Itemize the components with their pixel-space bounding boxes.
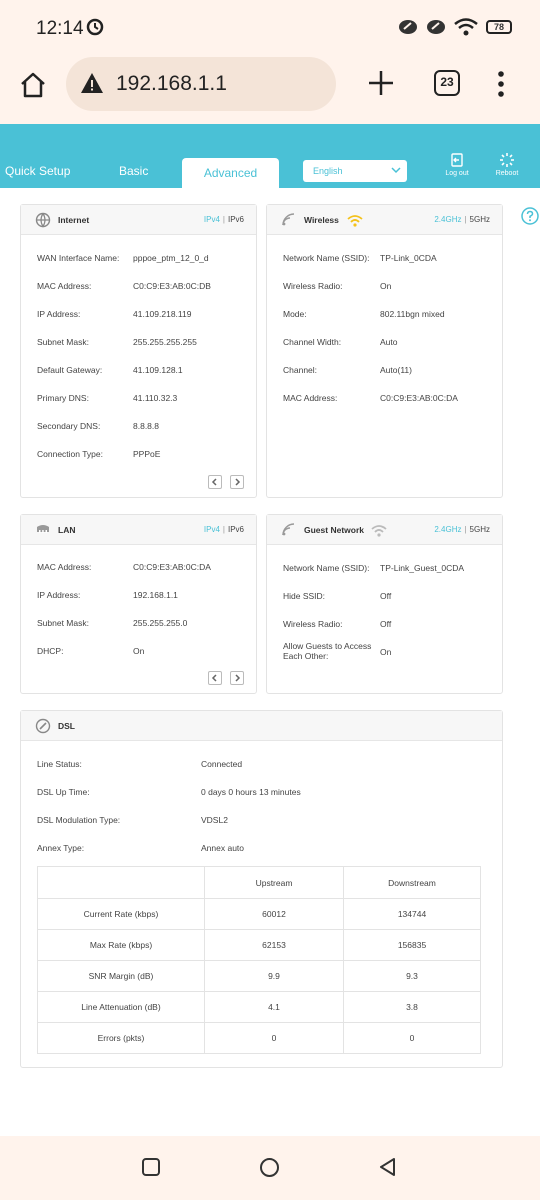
next-page-button[interactable] (230, 475, 244, 489)
table-cell: 156835 (344, 930, 481, 961)
chevron-right-icon (231, 672, 243, 684)
globe-icon (35, 212, 51, 228)
band-toggle: 2.4GHz | 5GHz (434, 525, 490, 534)
data-icon-2 (426, 19, 446, 35)
back-icon[interactable] (378, 1157, 398, 1177)
recents-button[interactable] (142, 1158, 160, 1176)
tab-advanced[interactable]: Advanced (182, 158, 279, 188)
status-time: 12:14 (36, 18, 84, 39)
band-5-toggle[interactable]: 5GHz (469, 215, 490, 224)
wifi-status-icon (347, 214, 363, 228)
router-header (0, 124, 540, 188)
wireless-title: Wireless (304, 215, 339, 225)
table-row (38, 899, 481, 930)
table-cell: 9.9 (205, 961, 344, 992)
tab-quick-setup[interactable]: Quick Setup (5, 164, 71, 178)
lan-icon (35, 522, 51, 536)
ipv4-toggle[interactable]: IPv4 (203, 525, 220, 534)
browser-toolbar (0, 56, 540, 124)
battery-icon (486, 20, 512, 34)
band-24-toggle[interactable]: 2.4GHz (434, 525, 462, 534)
lan-panel-header (21, 515, 256, 545)
table-row (38, 961, 481, 992)
logout-label: Log out (445, 170, 469, 177)
guest-title: Guest Network (304, 525, 364, 535)
lan-title: LAN (58, 525, 76, 535)
logout-icon (449, 152, 465, 168)
dsl-panel-header (21, 711, 502, 741)
table-cell: 4.1 (205, 992, 344, 1023)
chevron-right-icon (231, 476, 243, 488)
table-cell: Current Rate (kbps) (38, 899, 205, 930)
table-header-cell: Downstream (344, 867, 481, 899)
table-cell: Max Rate (kbps) (38, 930, 205, 961)
chevron-left-icon (209, 672, 221, 684)
table-header-cell: Upstream (205, 867, 344, 899)
wifi-signal-icon (281, 212, 297, 228)
dsl-panel: DSL Line Status: Connected DSL Up Time: 0 days 0 hours 13 minutes DSL Modulation Type: VDSL2 Annex Type: Annex auto Upstream Downstream Current Rate (kbps) 60012 134744 Max Rate (kbps) 62153 156835 SNR Margin (dB) 9.9 9.3 Line Attenuation (dB) 4.1 3.8 Errors (pkts) 0 0 (20, 710, 503, 1068)
prev-page-button[interactable] (208, 671, 222, 685)
table-cell: 0 (344, 1023, 481, 1054)
system-nav-bar (0, 1136, 540, 1200)
language-value: English (313, 166, 343, 176)
lan-panel: LAN IPv4 | IPv6 MAC Address: C0:C9:E3:AB:0C:DA IP Address: 192.168.1.1 Subnet Mask: 255.255.255.0 DHCP: On (20, 514, 257, 694)
guest-network-panel: Guest Network 2.4GHz | 5GHz Network Name (SSID): TP-Link_Guest_0CDA Hide SSID: Off Wireless Radio: Off Allow Guests to Access Each Other: On (266, 514, 503, 694)
table-row (38, 930, 481, 961)
url-text[interactable]: 192.168.1.1 (116, 72, 227, 95)
table-cell: SNR Margin (dB) (38, 961, 205, 992)
language-select[interactable] (303, 160, 407, 182)
next-page-button[interactable] (230, 671, 244, 685)
dsl-stats-table (37, 866, 481, 1054)
prev-page-button[interactable] (208, 475, 222, 489)
ip-version-toggle: IPv4 | IPv6 (203, 525, 244, 534)
table-cell: 0 (205, 1023, 344, 1054)
address-bar[interactable] (66, 57, 336, 111)
alarm-icon (86, 18, 104, 36)
tab-basic[interactable]: Basic (119, 164, 149, 178)
home-icon[interactable] (18, 70, 48, 100)
table-cell: Errors (pkts) (38, 1023, 205, 1054)
more-menu-icon[interactable] (494, 70, 508, 98)
table-cell: 134744 (344, 899, 481, 930)
ip-version-toggle: IPv4 | IPv6 (203, 215, 244, 224)
guest-panel-header (267, 515, 502, 545)
dsl-title: DSL (58, 721, 75, 731)
table-cell: 60012 (205, 899, 344, 930)
help-icon[interactable] (521, 207, 539, 225)
warning-icon[interactable] (80, 72, 104, 94)
table-cell: Line Attenuation (dB) (38, 992, 205, 1023)
ipv6-toggle[interactable]: IPv6 (227, 525, 244, 534)
battery-level: 78 (493, 22, 504, 32)
chevron-down-icon (391, 166, 401, 174)
logout-button[interactable] (437, 152, 477, 177)
data-icon (398, 19, 418, 35)
table-cell: 3.8 (344, 992, 481, 1023)
internet-panel: Internet IPv4 | IPv6 WAN Interface Name: pppoe_ptm_12_0_d MAC Address: C0:C9:E3:AB:0C:DB IP Address: 41.109.218.119 Subnet Mask: 255.255.255.255 Default Gateway: 41.109.128.1 Primary DNS: 41.110.32.3 Secondary DNS: 8.8.8.8 Connection Type: PPPoE (20, 204, 257, 498)
table-header-row (38, 867, 481, 899)
wifi-icon (454, 18, 478, 36)
wireless-panel-header (267, 205, 502, 235)
table-row (38, 992, 481, 1023)
new-tab-icon[interactable] (366, 68, 396, 98)
wifi-status-icon (371, 524, 387, 538)
pager (208, 671, 244, 685)
internet-panel-header (21, 205, 256, 235)
pager (208, 475, 244, 489)
chevron-left-icon (209, 476, 221, 488)
tab-switcher-button[interactable]: 23 (434, 70, 460, 96)
reboot-button[interactable] (487, 152, 527, 177)
table-header-cell (38, 867, 205, 899)
gauge-icon (35, 718, 51, 734)
home-button[interactable] (260, 1158, 279, 1177)
ipv6-toggle[interactable]: IPv6 (227, 215, 244, 224)
band-toggle: 2.4GHz | 5GHz (434, 215, 490, 224)
ipv4-toggle[interactable]: IPv4 (203, 215, 220, 224)
wireless-panel: Wireless 2.4GHz | 5GHz Network Name (SSID): TP-Link_0CDA Wireless Radio: On Mode: 802.11bgn mixed Channel Width: Auto Channel: Auto(11) MAC Address: C0:C9:E3:AB:0C:DA (266, 204, 503, 498)
internet-title: Internet (58, 215, 90, 225)
band-24-toggle[interactable]: 2.4GHz (434, 215, 462, 224)
table-cell: 9.3 (344, 961, 481, 992)
table-row (38, 1023, 481, 1054)
wifi-signal-icon (281, 522, 297, 538)
band-5-toggle[interactable]: 5GHz (469, 525, 490, 534)
reboot-icon (499, 152, 515, 168)
reboot-label: Reboot (495, 170, 519, 177)
status-bar (0, 0, 540, 56)
table-cell: 62153 (205, 930, 344, 961)
